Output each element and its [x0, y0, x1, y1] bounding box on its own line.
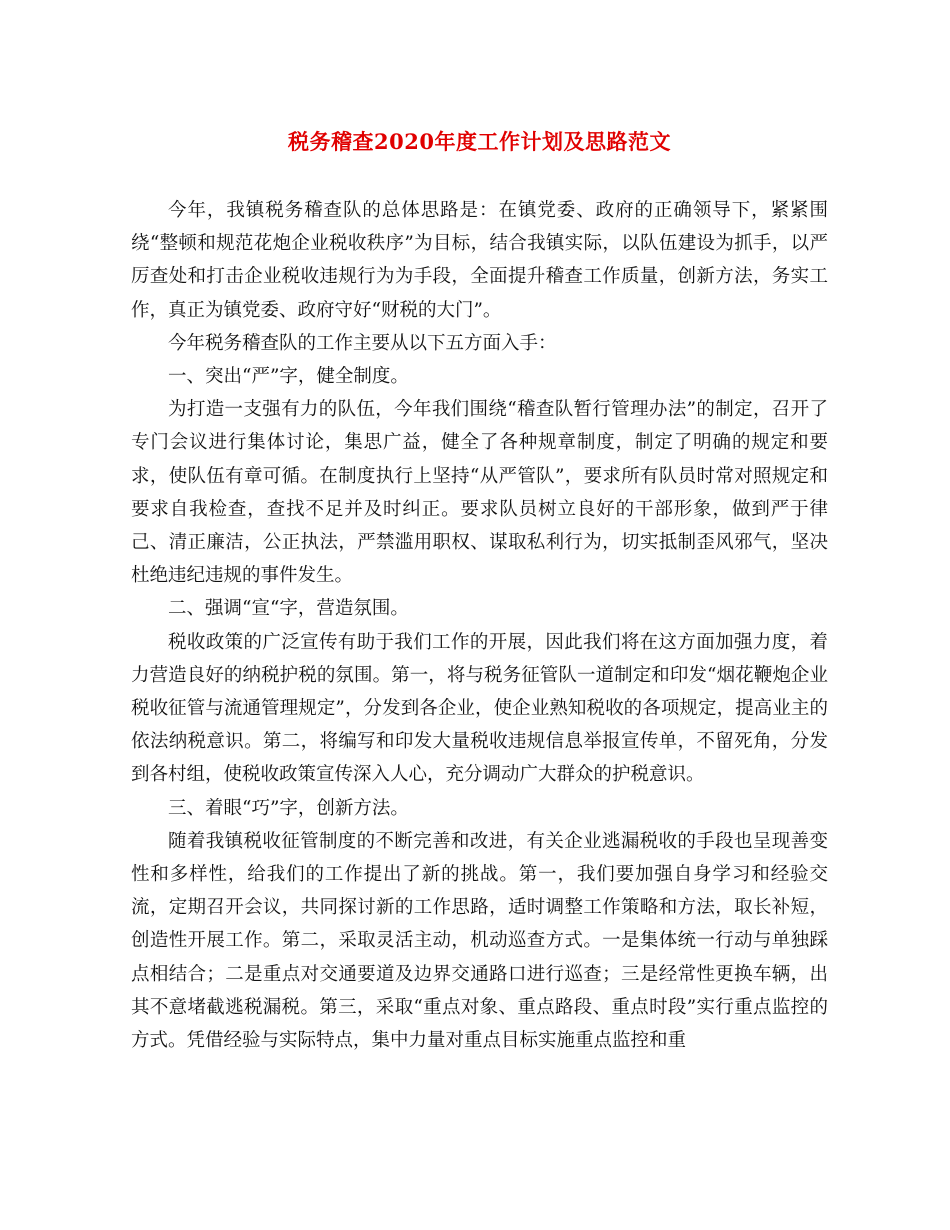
- section-heading-3: 三、着眼“巧”字，创新方法。: [168, 797, 409, 819]
- document-title: 税务稽查2020年度工作计划及思路范文: [288, 129, 671, 154]
- section-heading-1: 一、突出“严”字，健全制度。: [168, 366, 409, 388]
- paragraph-section-1: 为打造一支强有力的队伍，今年我们围绕“稽查队暂行管理办法”的制定，召开了专门会议进行集体讨论，集思广益，健全了各种规章制度，制定了明确的规定和要求，使队伍有章可循。在制度执行上坚持“从严管队”，要求所有队员时常对照规定和要求自我检查，查找不足并及时纠正。要求队员树立良好的干部形象，做到严于律己、清正廉洁，公正执法，严禁滥用职权、谋取私利行为，切实抵制歪风邪气，坚决杜绝违纪违规的事件发生。: [131, 399, 828, 587]
- paragraph-section-2: 税收政策的广泛宣传有助于我们工作的开展，因此我们将在这方面加强力度，着力营造良好的纳税护税的氛围。第一，将与税务征管队一道制定和印发“烟花鞭炮企业税收征管与流通管理规定”，分发到各企业，使企业熟知税收的各项规定，提高业主的依法纳税意识。第二，将编写和印发大量税收违规信息举报宣传单，不留死角，分发到各村组，使税收政策宣传深入人心，充分调动广大群众的护税意识。: [131, 631, 828, 786]
- section-heading-2: 二、强调“宣“字，营造氛围。: [168, 598, 409, 620]
- paragraph-overview: 今年税务稽查队的工作主要从以下五方面入手：: [168, 332, 557, 354]
- paragraph-intro: 今年，我镇税务稽查队的总体思路是：在镇党委、政府的正确领导下，紧紧围绕“整顿和规范花炮企业税收秩序”为目标，结合我镇实际，以队伍建设为抓手，以严厉查处和打击企业税收违规行为为手段，全面提升稽查工作质量，创新方法，务实工作，真正为镇党委、政府守好“财税的大门”。: [131, 200, 828, 321]
- paragraph-section-3: 随着我镇税收征管制度的不断完善和改进，有关企业逃漏税收的手段也呈现善变性和多样性，给我们的工作提出了新的挑战。第一，我们要加强自身学习和经验交流，定期召开会议，共同探讨新的工作思路，适时调整工作策略和方法，取长补短，创造性开展工作。第二，采取灵活主动，机动巡查方式。一是集体统一行动与单独踩点相结合；二是重点对交通要道及边界交通路口进行巡查；三是经常性更换车辆，出其不意堵截逃税漏税。第三，采取“重点对象、重点路段、重点时段”实行重点监控的方式。凭借经验与实际特点，集中力量对重点目标实施重点监控和重: [131, 830, 828, 1052]
